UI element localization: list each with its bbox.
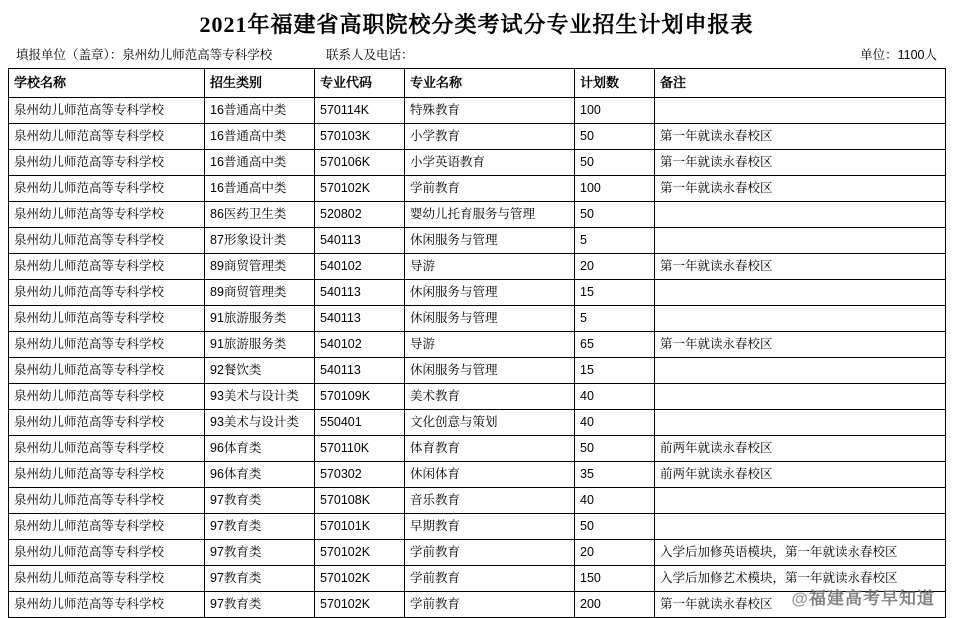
table-row bbox=[9, 98, 946, 124]
table-row bbox=[9, 436, 946, 462]
cell-category: 96体育类 bbox=[205, 462, 315, 488]
cell-major-name: 休闲服务与管理 bbox=[405, 280, 575, 306]
cell-school: 泉州幼儿师范高等专科学校 bbox=[9, 150, 205, 176]
cell-plan-count: 50 bbox=[575, 124, 655, 150]
cell-school: 泉州幼儿师范高等专科学校 bbox=[9, 254, 205, 280]
cell-plan-count: 20 bbox=[575, 540, 655, 566]
cell-category: 97教育类 bbox=[205, 566, 315, 592]
table-row bbox=[9, 228, 946, 254]
table-row bbox=[9, 514, 946, 540]
table-row bbox=[9, 202, 946, 228]
cell-major-name: 体育教育 bbox=[405, 436, 575, 462]
cell-remarks bbox=[655, 514, 946, 540]
cell-plan-count: 20 bbox=[575, 254, 655, 280]
cell-major-code: 540113 bbox=[315, 358, 405, 384]
column-header-plan-count: 计划数 bbox=[575, 69, 655, 98]
cell-major-name: 学前教育 bbox=[405, 176, 575, 202]
cell-major-code: 520802 bbox=[315, 202, 405, 228]
cell-remarks: 第一年就读永春校区 bbox=[655, 150, 946, 176]
cell-category: 91旅游服务类 bbox=[205, 332, 315, 358]
cell-remarks: 入学后加修英语模块，第一年就读永春校区 bbox=[655, 540, 946, 566]
column-header-remarks: 备注 bbox=[655, 69, 946, 98]
filing-unit-label: 填报单位（盖章）：泉州幼儿师范高等专科学校 bbox=[16, 48, 273, 62]
cell-remarks: 前两年就读永春校区 bbox=[655, 436, 946, 462]
cell-remarks bbox=[655, 306, 946, 332]
cell-major-code: 540102 bbox=[315, 332, 405, 358]
cell-major-name: 婴幼儿托育服务与管理 bbox=[405, 202, 575, 228]
table-row bbox=[9, 124, 946, 150]
cell-remarks bbox=[655, 98, 946, 124]
unit-count-label: 单位：1100人 bbox=[860, 48, 937, 62]
cell-remarks: 前两年就读永春校区 bbox=[655, 462, 946, 488]
cell-remarks bbox=[655, 384, 946, 410]
cell-school: 泉州幼儿师范高等专科学校 bbox=[9, 202, 205, 228]
cell-school: 泉州幼儿师范高等专科学校 bbox=[9, 462, 205, 488]
cell-major-name: 特殊教育 bbox=[405, 98, 575, 124]
table-header-row bbox=[9, 69, 946, 98]
cell-school: 泉州幼儿师范高等专科学校 bbox=[9, 332, 205, 358]
page-title: 2021年福建省高职院校分类考试分专业招生计划申报表 bbox=[199, 12, 754, 37]
cell-major-name: 休闲服务与管理 bbox=[405, 228, 575, 254]
cell-plan-count: 15 bbox=[575, 280, 655, 306]
cell-major-code: 540102 bbox=[315, 254, 405, 280]
cell-major-name: 小学教育 bbox=[405, 124, 575, 150]
table-row bbox=[9, 332, 946, 358]
plan-table bbox=[8, 68, 946, 618]
cell-school: 泉州幼儿师范高等专科学校 bbox=[9, 592, 205, 618]
cell-category: 97教育类 bbox=[205, 514, 315, 540]
cell-major-code: 570102K bbox=[315, 566, 405, 592]
cell-school: 泉州幼儿师范高等专科学校 bbox=[9, 410, 205, 436]
cell-plan-count: 50 bbox=[575, 514, 655, 540]
cell-school: 泉州幼儿师范高等专科学校 bbox=[9, 280, 205, 306]
cell-plan-count: 50 bbox=[575, 436, 655, 462]
cell-major-code: 570102K bbox=[315, 540, 405, 566]
cell-school: 泉州幼儿师范高等专科学校 bbox=[9, 124, 205, 150]
cell-major-code: 550401 bbox=[315, 410, 405, 436]
table-row bbox=[9, 150, 946, 176]
cell-plan-count: 100 bbox=[575, 176, 655, 202]
cell-remarks: 第一年就读永春校区 bbox=[655, 254, 946, 280]
cell-major-code: 570109K bbox=[315, 384, 405, 410]
table-body bbox=[9, 98, 946, 618]
cell-major-code: 570102K bbox=[315, 176, 405, 202]
cell-major-name: 早期教育 bbox=[405, 514, 575, 540]
cell-school: 泉州幼儿师范高等专科学校 bbox=[9, 176, 205, 202]
cell-major-name: 休闲体育 bbox=[405, 462, 575, 488]
column-header-school: 学校名称 bbox=[9, 69, 205, 98]
cell-major-name: 学前教育 bbox=[405, 540, 575, 566]
cell-category: 16普通高中类 bbox=[205, 124, 315, 150]
cell-major-code: 570108K bbox=[315, 488, 405, 514]
cell-remarks bbox=[655, 488, 946, 514]
cell-category: 89商贸管理类 bbox=[205, 254, 315, 280]
cell-major-code: 570302 bbox=[315, 462, 405, 488]
cell-plan-count: 40 bbox=[575, 384, 655, 410]
cell-major-name: 小学英语教育 bbox=[405, 150, 575, 176]
cell-school: 泉州幼儿师范高等专科学校 bbox=[9, 306, 205, 332]
table-row bbox=[9, 462, 946, 488]
cell-remarks: 入学后加修艺术模块，第一年就读永春校区 bbox=[655, 566, 946, 592]
cell-remarks bbox=[655, 358, 946, 384]
cell-major-code: 570106K bbox=[315, 150, 405, 176]
cell-category: 97教育类 bbox=[205, 592, 315, 618]
cell-school: 泉州幼儿师范高等专科学校 bbox=[9, 436, 205, 462]
cell-category: 93美术与设计类 bbox=[205, 384, 315, 410]
cell-major-name: 导游 bbox=[405, 254, 575, 280]
document-page bbox=[0, 8, 953, 615]
cell-category: 86医药卫生类 bbox=[205, 202, 315, 228]
cell-remarks: 第一年就读永春校区 bbox=[655, 592, 946, 618]
cell-school: 泉州幼儿师范高等专科学校 bbox=[9, 98, 205, 124]
cell-remarks bbox=[655, 410, 946, 436]
cell-plan-count: 35 bbox=[575, 462, 655, 488]
watermark-text: 福建高考早知道 bbox=[809, 589, 935, 608]
watermark-at-symbol: @ bbox=[791, 589, 809, 608]
table-row bbox=[9, 384, 946, 410]
cell-major-code: 540113 bbox=[315, 306, 405, 332]
cell-category: 96体育类 bbox=[205, 436, 315, 462]
cell-remarks: 第一年就读永春校区 bbox=[655, 176, 946, 202]
cell-plan-count: 50 bbox=[575, 150, 655, 176]
cell-category: 93美术与设计类 bbox=[205, 410, 315, 436]
cell-major-name: 音乐教育 bbox=[405, 488, 575, 514]
contact-label: 联系人及电话： bbox=[326, 48, 414, 62]
cell-major-name: 文化创意与策划 bbox=[405, 410, 575, 436]
cell-plan-count: 40 bbox=[575, 488, 655, 514]
cell-plan-count: 100 bbox=[575, 98, 655, 124]
cell-school: 泉州幼儿师范高等专科学校 bbox=[9, 358, 205, 384]
cell-plan-count: 5 bbox=[575, 228, 655, 254]
cell-major-name: 学前教育 bbox=[405, 592, 575, 618]
cell-remarks: 第一年就读永春校区 bbox=[655, 332, 946, 358]
cell-remarks bbox=[655, 202, 946, 228]
table-row bbox=[9, 488, 946, 514]
cell-major-name: 休闲服务与管理 bbox=[405, 358, 575, 384]
cell-major-name: 学前教育 bbox=[405, 566, 575, 592]
cell-category: 89商贸管理类 bbox=[205, 280, 315, 306]
table-row bbox=[9, 592, 946, 618]
cell-school: 泉州幼儿师范高等专科学校 bbox=[9, 540, 205, 566]
cell-remarks bbox=[655, 280, 946, 306]
cell-plan-count: 5 bbox=[575, 306, 655, 332]
cell-school: 泉州幼儿师范高等专科学校 bbox=[9, 384, 205, 410]
cell-school: 泉州幼儿师范高等专科学校 bbox=[9, 488, 205, 514]
cell-plan-count: 50 bbox=[575, 202, 655, 228]
column-header-major-name: 专业名称 bbox=[405, 69, 575, 98]
cell-plan-count: 150 bbox=[575, 566, 655, 592]
cell-category: 97教育类 bbox=[205, 488, 315, 514]
table-row bbox=[9, 280, 946, 306]
cell-school: 泉州幼儿师范高等专科学校 bbox=[9, 228, 205, 254]
cell-category: 91旅游服务类 bbox=[205, 306, 315, 332]
cell-plan-count: 65 bbox=[575, 332, 655, 358]
cell-plan-count: 40 bbox=[575, 410, 655, 436]
cell-remarks: 第一年就读永春校区 bbox=[655, 124, 946, 150]
cell-category: 87形象设计类 bbox=[205, 228, 315, 254]
table-row bbox=[9, 254, 946, 280]
cell-major-code: 570102K bbox=[315, 592, 405, 618]
table-row bbox=[9, 358, 946, 384]
table-row bbox=[9, 410, 946, 436]
cell-major-name: 导游 bbox=[405, 332, 575, 358]
cell-category: 16普通高中类 bbox=[205, 150, 315, 176]
cell-remarks bbox=[655, 228, 946, 254]
cell-major-code: 540113 bbox=[315, 228, 405, 254]
cell-plan-count: 200 bbox=[575, 592, 655, 618]
cell-major-code: 570110K bbox=[315, 436, 405, 462]
table-row bbox=[9, 176, 946, 202]
table-row bbox=[9, 306, 946, 332]
table-row bbox=[9, 540, 946, 566]
cell-major-code: 570114K bbox=[315, 98, 405, 124]
cell-category: 16普通高中类 bbox=[205, 176, 315, 202]
cell-school: 泉州幼儿师范高等专科学校 bbox=[9, 514, 205, 540]
form-meta-row bbox=[8, 45, 945, 68]
cell-major-code: 540113 bbox=[315, 280, 405, 306]
cell-major-code: 570103K bbox=[315, 124, 405, 150]
cell-category: 97教育类 bbox=[205, 540, 315, 566]
cell-school: 泉州幼儿师范高等专科学校 bbox=[9, 566, 205, 592]
cell-major-name: 美术教育 bbox=[405, 384, 575, 410]
cell-major-name: 休闲服务与管理 bbox=[405, 306, 575, 332]
column-header-major-code: 专业代码 bbox=[315, 69, 405, 98]
cell-major-code: 570101K bbox=[315, 514, 405, 540]
cell-plan-count: 15 bbox=[575, 358, 655, 384]
cell-category: 16普通高中类 bbox=[205, 98, 315, 124]
cell-category: 92餐饮类 bbox=[205, 358, 315, 384]
column-header-category: 招生类别 bbox=[205, 69, 315, 98]
table-row bbox=[9, 566, 946, 592]
